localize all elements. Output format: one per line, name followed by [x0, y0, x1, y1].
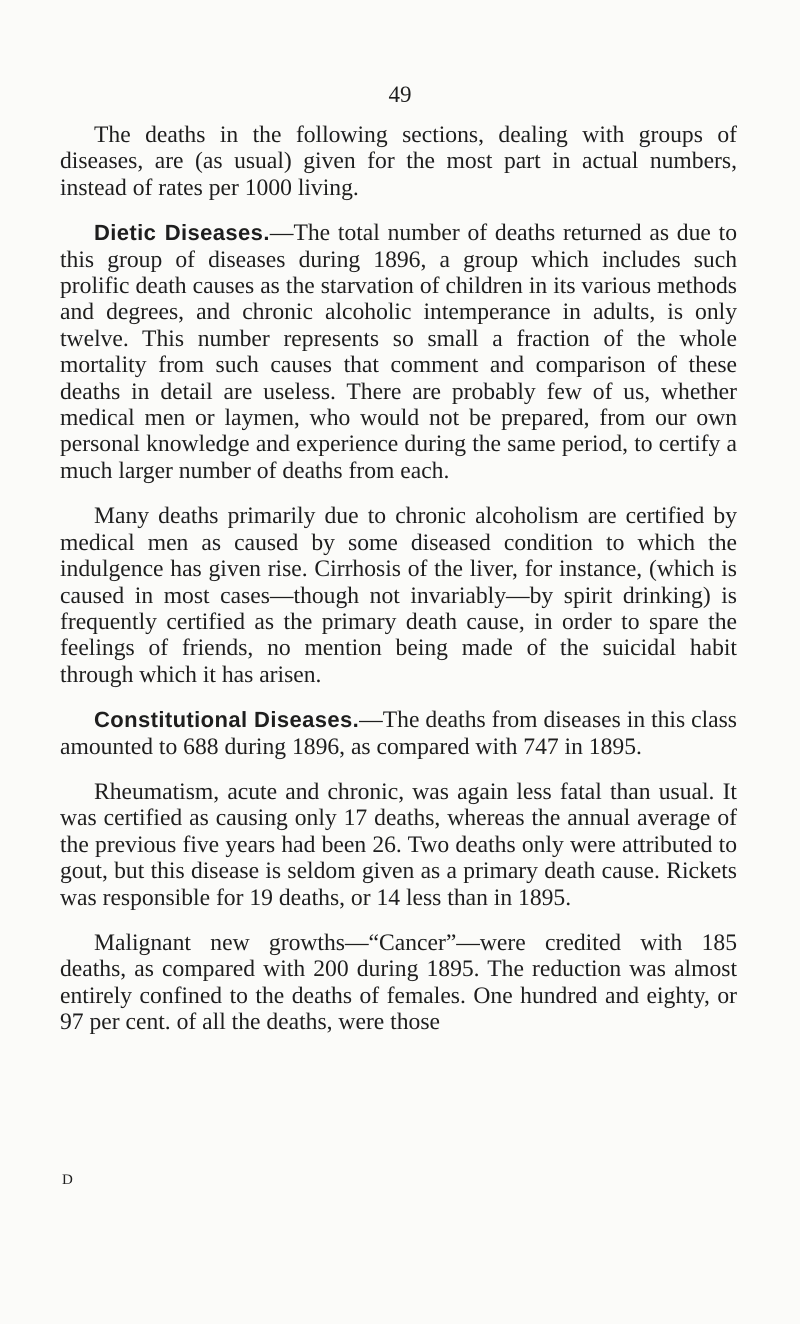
- paragraph-dietic-text: —The total number of deaths returned as due to this group of diseases during 1896, a group which includes such prolific death causes as the starvation of children in its various methods and degrees, and chronic alcoholic intemperance in adults, is only twelve. This number represents so small a fraction of the whole mortality from such causes that comment and comparison of these deaths in detail are useless. There are probably few of us, whether medical men or laymen, who would not be prepared, from our own personal knowledge and experience during the same period, to certify a much larger number of deaths from each.: [60, 220, 737, 484]
- paragraph-malignant-text: Malignant new growths—“Cancer”—were credited with 185 deaths, as compared with 200 during 1895. The reduction was almost entirely confined to the deaths of females. One hundred and eighty, or 97 per cent. of all the deaths, were those: [60, 929, 737, 1036]
- page-body: [60, 122, 737, 1036]
- section-heading-dietic: Dietic Diseases.: [94, 220, 270, 246]
- section-heading-constitutional: Constitutional Diseases.: [94, 707, 360, 733]
- paragraph-malignant-growths: [60, 930, 737, 1036]
- signature-mark: D: [62, 1172, 73, 1188]
- paragraph-dietic-diseases: [60, 220, 737, 484]
- paragraph-alcoholism-text: Many deaths primarily due to chronic alcoholism are certified by medical men as caused by some diseased condition to which the indulgence has given rise. Cirrhosis of the liver, for instance, (which is caused in most cases—though not invariably—by spirit drinking) is frequently certified as the primary death cause, in order to spare the feelings of friends, no mention being made of the suicidal habit through which it has arisen.: [60, 503, 737, 688]
- paragraph-intro-text: The deaths in the following sections, dealing with groups of diseases, are (as usual) given for the most part in actual numbers, instead of rates per 1000 living.: [60, 122, 737, 201]
- paragraph-alcoholism: [60, 503, 737, 688]
- paragraph-rheumatism-text: Rheumatism, acute and chronic, was again less fatal than usual. It was certified as causing only 17 deaths, whereas the annual average of the previous five years had been 26. Two deaths only were attributed to gout, but this disease is seldom given as a primary death cause. Rickets was responsible for 19 deaths, or 14 less than in 1895.: [60, 778, 737, 911]
- paragraph-constitutional-diseases: [60, 707, 737, 760]
- paragraph-rheumatism: [60, 779, 737, 911]
- paragraph-intro: [60, 122, 737, 201]
- paragraph-constitutional-text: —The deaths from diseases in this class amounted to 688 during 1896, as compared with 747 in 1895.: [60, 707, 737, 760]
- page-number: 49: [388, 82, 412, 107]
